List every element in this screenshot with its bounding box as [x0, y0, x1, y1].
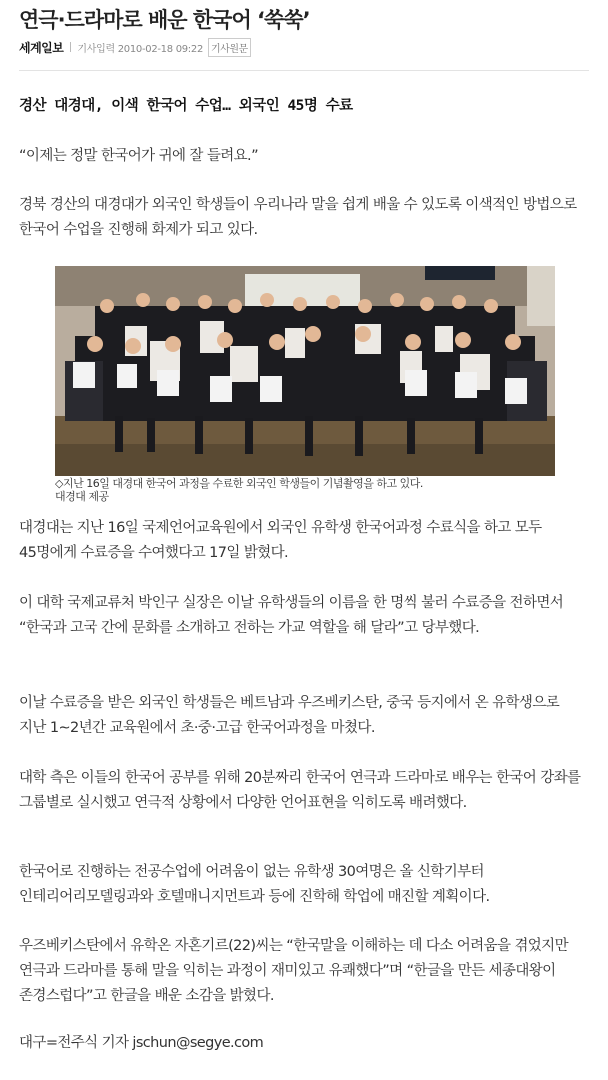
article-title: 연극·드라마로 배운 한국어 ‘쑥쑥’ [19, 8, 310, 32]
photo-caption [55, 477, 423, 503]
article-meta [19, 38, 251, 56]
body-paragraph-6: 한국어로 진행하는 전공수업에 어려움이 없는 유학생 30여명은 올 신학기부터 인테리어리모델링과와 호텔매니지먼트과 등에 진학해 학업에 매진할 계획이다. [19, 864, 490, 905]
photo-caption-text: ◇지난 16일 대경대 한국어 과정을 수료한 외국인 학생들이 기념촬영을 하고 있다. [55, 477, 423, 490]
body-paragraph-3: 이 대학 국제교류처 박인구 실장은 이날 유학생들의 이름을 한 명씩 불러 수료증을 전하면서 “한국과 고국 간에 문화를 소개하고 전하는 가교 역할을 해 달라”고 당부했다. [19, 595, 564, 636]
meta-divider [70, 42, 71, 52]
body-paragraph-5: 대학 측은 이들의 한국어 공부를 위해 20분짜리 한국어 연극과 드라마로 배우는 한국어 강좌를 그룹별로 실시했고 연극적 상황에서 다양한 언어표현을 익히도록 배려했다. [19, 770, 581, 811]
photo-credit: 대경대 제공 [55, 490, 109, 503]
original-article-button[interactable]: 기사원문 [208, 38, 251, 57]
body-paragraph-7: 우즈베키스탄에서 유학온 자혼기르(22)씨는 “한국말을 이해하는 데 다소 어려움을 겪었지만 연극과 드라마를 통해 말을 익히는 과정이 재미있고 유쾌했다”며 “한글을 만든 세종대왕이 존경스럽다”고 한글을 배운 소감을 밝혔다. [19, 938, 568, 1004]
body-paragraph-1: 경북 경산의 대경대가 외국인 학생들이 우리나라 말을 쉽게 배울 수 있도록 이색적인 방법으로 한국어 수업을 진행해 화제가 되고 있다. [19, 197, 577, 238]
source-name[interactable]: 세계일보 [19, 40, 64, 55]
article-subtitle: 경산 대경대, 이색 한국어 수업… 외국인 45명 수료 [19, 98, 353, 114]
group-photo-illustration [55, 266, 555, 476]
header-divider [19, 70, 589, 71]
group-photo[interactable] [55, 266, 555, 476]
lead-quote: “이제는 정말 한국어가 귀에 잘 들려요.” [19, 148, 258, 164]
body-paragraph-2: 대경대는 지난 16일 국제언어교육원에서 외국인 유학생 한국어과정 수료식을 하고 모두 45명에게 수료증을 수여했다고 17일 밝혔다. [19, 520, 542, 561]
publish-date: 기사입력 2010-02-18 09:22 [77, 43, 204, 55]
body-paragraph-4: 이날 수료증을 받은 외국인 학생들은 베트남과 우즈베키스탄, 중국 등지에서 온 유학생으로 지난 1∼2년간 교육원에서 초·중·고급 한국어과정을 마쳤다. [19, 695, 560, 736]
reporter-byline: 대구=전주식 기자 jschun@segye.com [19, 1035, 264, 1051]
